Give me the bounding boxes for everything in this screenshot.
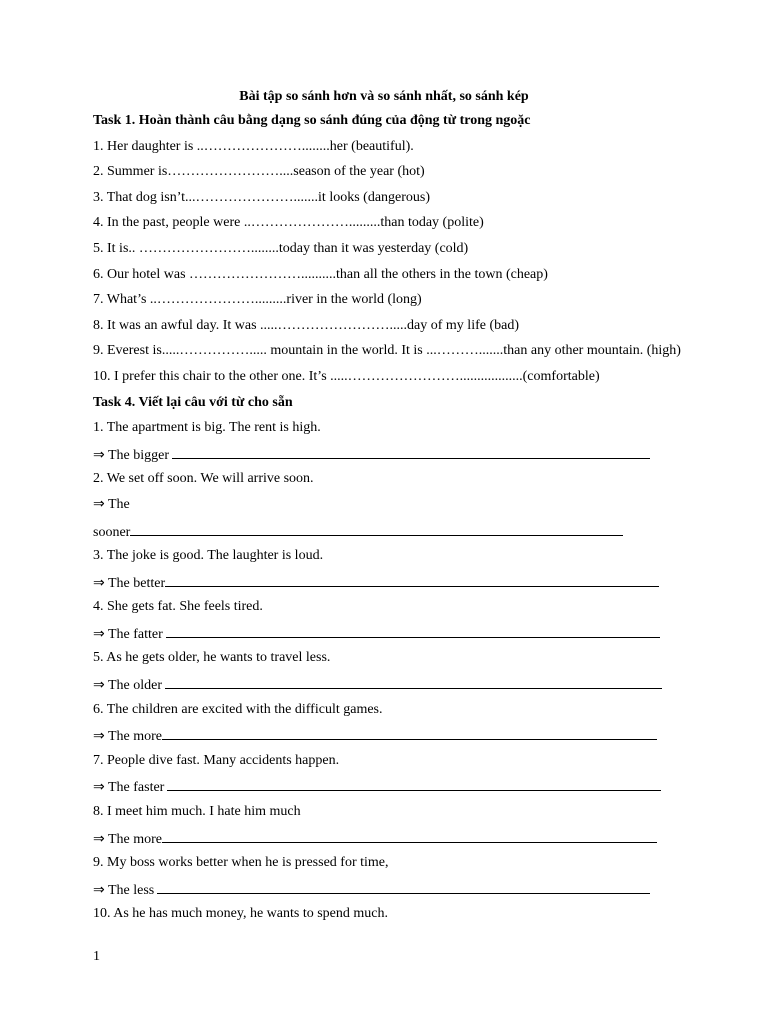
answer-prefix: ⇒ The bigger (93, 447, 170, 463)
task1-item: 7. What’s ..………………….........river in the world (long) (93, 292, 422, 308)
worksheet-content (93, 112, 733, 931)
answer-blank[interactable] (166, 624, 660, 638)
task4-answer-line (93, 829, 733, 855)
task1-item: 9. Everest is.....……………..... mountain in the world. It is ...……….......than any other mountain. (high) (93, 343, 681, 359)
answer-prefix: ⇒ The faster (93, 780, 165, 796)
task4-sentence: 5. As he gets older, he wants to travel less. (93, 650, 331, 666)
answer-prefix: ⇒ The better (93, 575, 166, 591)
task4-sentence: 7. People dive fast. Many accidents happen. (93, 752, 340, 768)
task4-sentence: 1. The apartment is big. The rent is high. (93, 420, 321, 436)
answer-prefix: ⇒ The less (93, 882, 155, 898)
task1-item: 2. Summer is……………………....season of the year (hot) (93, 164, 425, 180)
answer-prefix: ⇒ The more (93, 729, 163, 745)
task1-item: 6. Our hotel was ……………………..........than all the others in the town (cheap) (93, 266, 548, 282)
task4-answer-line (93, 726, 733, 752)
page-number: 1 (93, 949, 100, 964)
answer-continuation: sooner (93, 524, 131, 540)
task1-item: 10. I prefer this chair to the other one. It’s .....……………………..................(comfortable) (93, 368, 600, 384)
answer-blank[interactable] (172, 445, 650, 459)
task1-item: 1. Her daughter is ..…………………........her (beautiful). (93, 138, 414, 154)
task4-sentence: 4. She gets fat. She feels tired. (93, 599, 263, 615)
task4-answer-line (93, 624, 733, 650)
task4-answer-line (93, 522, 733, 548)
task1-heading: Task 1. Hoàn thành câu bằng dạng so sánh đúng của động từ trong ngoặc (93, 113, 531, 128)
task4-heading: Task 4. Viết lại câu với từ cho sẵn (93, 394, 293, 410)
answer-prefix: ⇒ The (93, 496, 130, 512)
task1-item: 4. In the past, people were ..………………….........than today (polite) (93, 215, 484, 231)
task4-sentence: 9. My boss works better when he is pressed for time, (93, 855, 389, 871)
task4-sentence: 2. We set off soon. We will arrive soon. (93, 471, 314, 487)
answer-blank[interactable] (162, 726, 657, 740)
task1-item: 5. It is.. ……………………........today than it was yesterday (cold) (93, 240, 469, 256)
task4-answer-line (93, 445, 733, 471)
answer-blank[interactable] (162, 829, 657, 843)
task4-sentence: 10. As he has much money, he wants to spend much. (93, 906, 388, 922)
task1-item: 8. It was an awful day. It was .....…………………….....day of my life (bad) (93, 317, 520, 333)
document-title: Bài tập so sánh hơn và so sánh nhất, so sánh kép (239, 89, 529, 104)
task1-item: 3. That dog isn’t...………………….......it looks (dangerous) (93, 189, 431, 205)
task4-answer-line (93, 496, 733, 522)
task4-sentence: 6. The children are excited with the difficult games. (93, 701, 383, 717)
task4-sentence: 8. I meet him much. I hate him much (93, 804, 301, 820)
answer-blank[interactable] (130, 522, 623, 536)
answer-prefix: ⇒ The more (93, 831, 163, 847)
task4-answer-line (93, 880, 733, 906)
task4-sentence: 3. The joke is good. The laughter is loud. (93, 548, 324, 564)
task4-answer-line (93, 675, 733, 701)
task4-answer-line (93, 573, 733, 599)
answer-prefix: ⇒ The fatter (93, 626, 163, 642)
task4-answer-line (93, 777, 733, 803)
answer-blank[interactable] (167, 777, 661, 791)
answer-blank[interactable] (157, 880, 650, 894)
answer-blank[interactable] (165, 573, 659, 587)
answer-blank[interactable] (165, 675, 662, 689)
answer-prefix: ⇒ The older (93, 678, 163, 694)
